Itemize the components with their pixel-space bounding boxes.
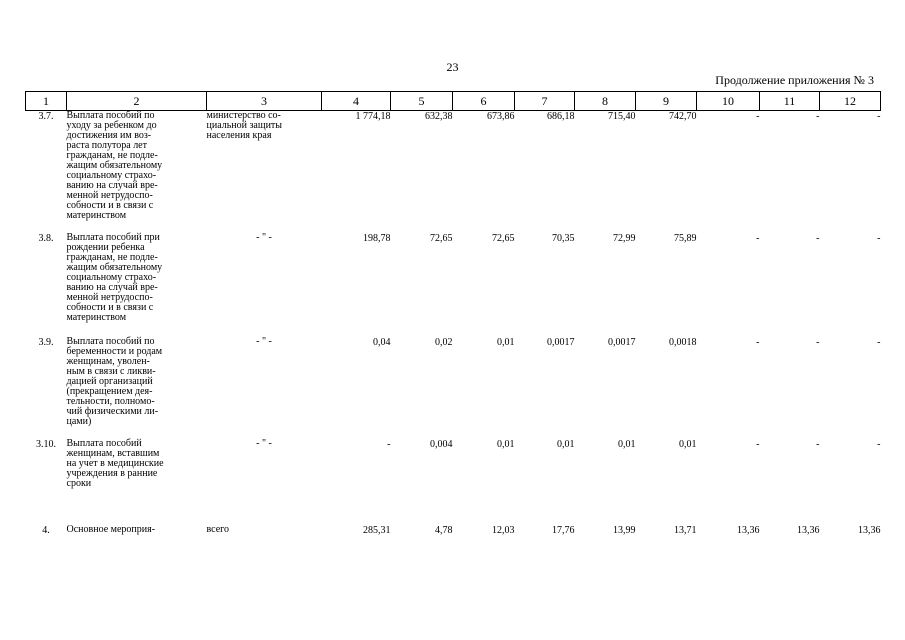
value-cell: 13,36 [858,525,881,536]
text-line: гражданам, не подле- [66,150,158,161]
value-cell: 1 774,18 [355,111,391,122]
col-header: 2 [67,92,207,111]
text-line: рождении ребенка [66,242,145,253]
text-line: населения края [206,130,272,141]
value-cell: - [756,233,760,244]
value-cell: 686,18 [547,111,575,122]
text-line: ванию на случай вре- [66,282,158,293]
value-cell: 0,01 [618,439,636,450]
value-cell: - [877,337,881,348]
text-line: тельности, полномо- [66,396,155,407]
executor [207,439,322,525]
value-cell: 72,65 [492,233,515,244]
value-cell: 13,71 [674,525,697,536]
value-cell: 13,99 [613,525,636,536]
appendix-table [25,91,881,545]
text-line: министерство со- [206,110,281,121]
executor [207,111,322,234]
value-cell: 673,86 [487,111,515,122]
continuation-label: Продолжение приложения № 3 [715,73,874,87]
text-line: социальному страхо- [66,170,157,181]
value-cell: 4,78 [435,525,453,536]
text-line: - " - [256,336,272,347]
col-header: 10 [697,92,760,111]
text-line: материнством [66,210,127,221]
table-row [26,337,881,439]
value-cell: 632,38 [425,111,453,122]
col-header: 1 [26,92,67,111]
text-line: гражданам, не подле- [66,252,158,263]
value-cell: 0,0017 [608,337,636,348]
text-line: жащим обязательному [66,160,163,171]
value-cell: 72,65 [430,233,453,244]
col-header: 4 [322,92,391,111]
text-line: менной нетрудоспо- [66,190,153,201]
text-line: Выплата пособий [66,438,142,449]
col-header: 8 [575,92,636,111]
value-cell: - [756,439,760,450]
text-line: собности и в связи с [66,200,154,211]
value-cell: 75,89 [674,233,697,244]
value-cell: 70,35 [552,233,575,244]
measure-name [67,439,207,525]
value-cell: 198,78 [363,233,391,244]
header-row [26,92,881,111]
text-line: достижения им воз- [66,130,152,141]
text-line: дацией организаций [66,376,153,387]
text-line: женщинам, вставшим [66,448,160,459]
value-cell: 742,70 [669,111,697,122]
value-cell: 0,01 [497,439,515,450]
table-row [26,111,881,234]
measure-name [67,525,207,545]
col-header: 6 [453,92,515,111]
text-line: циальной защиты [206,120,283,131]
text-line: учреждения в ранние [66,468,158,479]
value-cell: 0,02 [435,337,453,348]
text-line: уходу за ребенком до [66,120,157,131]
executor [207,337,322,439]
col-header: 3 [207,92,322,111]
text-line: всего [206,524,230,535]
value-cell: 0,0017 [547,337,575,348]
value-cell: - [877,439,881,450]
row-number: 3.7. [38,111,54,122]
row-number: 3.9. [38,337,54,348]
col-header: 9 [636,92,697,111]
row-number: 3.10. [36,439,56,450]
text-line: Выплата пособий при [66,232,160,243]
text-line: Основное мероприя- [66,524,156,535]
text-line: ванию на случай вре- [66,180,158,191]
value-cell: - [877,233,881,244]
text-line: (прекращением дея- [66,386,153,397]
text-line: материнством [66,312,127,323]
text-line: чий физическими ли- [66,406,159,417]
text-line: цами) [66,416,92,427]
value-cell: 285,31 [363,525,391,536]
text-line: Выплата пособий по [66,110,155,121]
value-cell: - [756,111,760,122]
text-line: собности и в связи с [66,302,154,313]
col-header: 11 [760,92,820,111]
value-cell: 0,0018 [669,337,697,348]
value-cell: 72,99 [613,233,636,244]
value-cell: - [816,337,820,348]
text-line: социальному страхо- [66,272,157,283]
value-cell: - [756,337,760,348]
value-cell: - [816,233,820,244]
value-cell: 715,40 [608,111,636,122]
text-line: ным в связи с ликви- [66,366,156,377]
value-cell: 13,36 [797,525,820,536]
value-cell: 0,01 [497,337,515,348]
table-row [26,233,881,337]
table-row [26,525,881,545]
text-line: Выплата пособий по [66,336,155,347]
text-line: - " - [256,438,272,449]
row-number: 3.8. [38,233,54,244]
measure-name [67,111,207,234]
text-line: жащим обязательному [66,262,163,273]
page-number: 23 [446,60,459,74]
value-cell: 0,01 [679,439,697,450]
value-cell: - [877,111,881,122]
value-cell: 17,76 [552,525,575,536]
text-line: - " - [256,232,272,243]
executor [207,233,322,337]
text-line: беременности и родам [66,346,163,357]
value-cell: - [387,439,391,450]
value-cell: 0,01 [557,439,575,450]
value-cell: - [816,111,820,122]
col-header: 5 [391,92,453,111]
text-line: женщинам, уволен- [66,356,150,367]
executor [207,525,322,545]
text-line: на учет в медицинские [66,458,164,469]
text-line: раста полутора лет [66,140,147,151]
value-cell: - [816,439,820,450]
value-cell: 0,04 [373,337,391,348]
col-header: 12 [820,92,881,111]
text-line: сроки [66,478,92,489]
row-number: 4. [42,525,50,536]
value-cell: 13,36 [737,525,760,536]
value-cell: 0,004 [430,439,453,450]
text-line: менной нетрудоспо- [66,292,153,303]
table-row [26,439,881,525]
col-header: 7 [515,92,575,111]
measure-name [67,337,207,439]
measure-name [67,233,207,337]
value-cell: 12,03 [492,525,515,536]
